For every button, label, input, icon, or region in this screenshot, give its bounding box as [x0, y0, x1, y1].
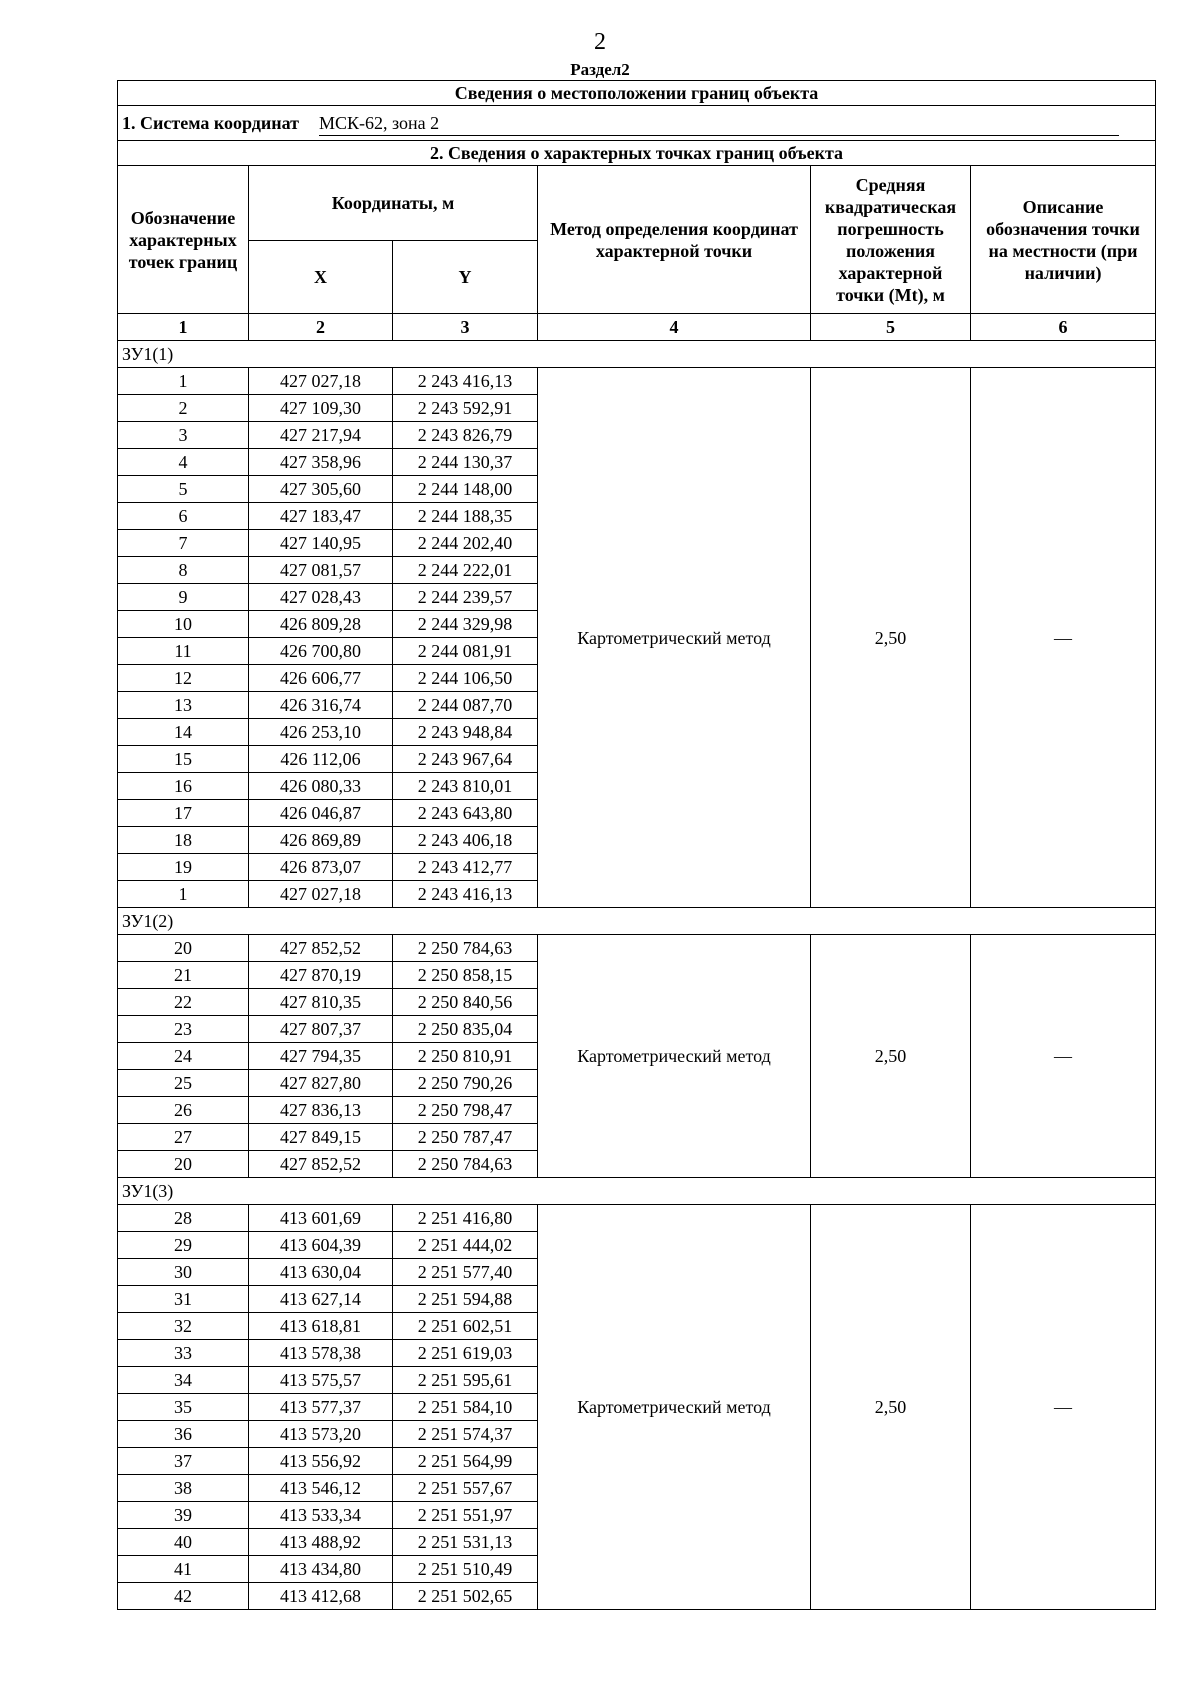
coord-y: 2 250 858,15 — [393, 962, 538, 989]
point-number: 22 — [118, 989, 249, 1016]
coord-x: 413 627,14 — [249, 1286, 393, 1313]
point-number: 10 — [118, 611, 249, 638]
table-title: Сведения о местоположении границ объекта — [118, 81, 1156, 106]
coord-x: 426 253,10 — [249, 719, 393, 746]
coord-x: 427 027,18 — [249, 368, 393, 395]
coord-x: 413 604,39 — [249, 1232, 393, 1259]
mt-cell: 2,50 — [811, 1205, 971, 1610]
coord-y: 2 244 087,70 — [393, 692, 538, 719]
coord-x: 413 488,92 — [249, 1529, 393, 1556]
coord-y: 2 244 106,50 — [393, 665, 538, 692]
coord-x: 427 852,52 — [249, 1151, 393, 1178]
coord-x: 427 081,57 — [249, 557, 393, 584]
coord-y: 2 243 826,79 — [393, 422, 538, 449]
column-numbers-row — [118, 314, 1156, 341]
coord-x: 426 809,28 — [249, 611, 393, 638]
point-number: 25 — [118, 1070, 249, 1097]
coord-y: 2 251 595,61 — [393, 1367, 538, 1394]
coord-x: 413 601,69 — [249, 1205, 393, 1232]
header-y: Y — [393, 241, 538, 314]
description-cell: — — [971, 368, 1156, 908]
column-number: 6 — [971, 314, 1156, 341]
table-row — [118, 368, 1156, 395]
coord-x: 426 046,87 — [249, 800, 393, 827]
coord-x: 413 575,57 — [249, 1367, 393, 1394]
coord-y: 2 251 564,99 — [393, 1448, 538, 1475]
group-name: ЗУ1(2) — [118, 908, 1156, 935]
coord-x: 427 852,52 — [249, 935, 393, 962]
coord-x: 413 533,34 — [249, 1502, 393, 1529]
coord-y: 2 244 188,35 — [393, 503, 538, 530]
point-number: 18 — [118, 827, 249, 854]
coord-x: 427 358,96 — [249, 449, 393, 476]
point-number: 33 — [118, 1340, 249, 1367]
coord-x: 426 700,80 — [249, 638, 393, 665]
group-row — [118, 341, 1156, 368]
method-cell: Картометрический метод — [538, 1205, 811, 1610]
coord-x: 427 827,80 — [249, 1070, 393, 1097]
mt-cell: 2,50 — [811, 935, 971, 1178]
coord-x: 427 140,95 — [249, 530, 393, 557]
coord-system-row — [118, 106, 1156, 141]
point-number: 9 — [118, 584, 249, 611]
coord-x: 427 027,18 — [249, 881, 393, 908]
group-name: ЗУ1(3) — [118, 1178, 1156, 1205]
coord-x: 413 434,80 — [249, 1556, 393, 1583]
group-row — [118, 908, 1156, 935]
coord-x: 427 305,60 — [249, 476, 393, 503]
header-method: Метод определения координат характерной точки — [538, 166, 811, 314]
point-number: 37 — [118, 1448, 249, 1475]
coord-y: 2 250 787,47 — [393, 1124, 538, 1151]
coord-y: 2 250 798,47 — [393, 1097, 538, 1124]
point-number: 13 — [118, 692, 249, 719]
coord-x: 413 412,68 — [249, 1583, 393, 1610]
coord-y: 2 251 577,40 — [393, 1259, 538, 1286]
group-row — [118, 1178, 1156, 1205]
coord-y: 2 244 130,37 — [393, 449, 538, 476]
coord-x: 427 183,47 — [249, 503, 393, 530]
point-number: 38 — [118, 1475, 249, 1502]
header-mt: Средняя квадратическая погрешность положения характерной точки (Mt), м — [811, 166, 971, 314]
coord-y: 2 243 412,77 — [393, 854, 538, 881]
table-row — [118, 1205, 1156, 1232]
point-number: 14 — [118, 719, 249, 746]
point-number: 29 — [118, 1232, 249, 1259]
point-number: 36 — [118, 1421, 249, 1448]
coord-x: 426 112,06 — [249, 746, 393, 773]
coord-x: 413 577,37 — [249, 1394, 393, 1421]
coord-x: 427 836,13 — [249, 1097, 393, 1124]
coord-y: 2 243 810,01 — [393, 773, 538, 800]
mt-cell: 2,50 — [811, 368, 971, 908]
point-number: 17 — [118, 800, 249, 827]
coord-y: 2 243 643,80 — [393, 800, 538, 827]
point-number: 42 — [118, 1583, 249, 1610]
point-number: 12 — [118, 665, 249, 692]
coord-y: 2 251 594,88 — [393, 1286, 538, 1313]
header-coordinates: Координаты, м — [249, 166, 538, 241]
coord-y: 2 244 148,00 — [393, 476, 538, 503]
point-number: 41 — [118, 1556, 249, 1583]
coord-x: 427 109,30 — [249, 395, 393, 422]
point-number: 1 — [118, 368, 249, 395]
coord-y: 2 251 531,13 — [393, 1529, 538, 1556]
coord-x: 413 578,38 — [249, 1340, 393, 1367]
coord-y: 2 244 202,40 — [393, 530, 538, 557]
point-number: 30 — [118, 1259, 249, 1286]
coord-y: 2 243 592,91 — [393, 395, 538, 422]
coord-y: 2 251 510,49 — [393, 1556, 538, 1583]
table-row — [118, 935, 1156, 962]
point-number: 20 — [118, 1151, 249, 1178]
header-description: Описание обозначения точки на местности (при наличии) — [971, 166, 1156, 314]
coord-y: 2 243 967,64 — [393, 746, 538, 773]
point-number: 1 — [118, 881, 249, 908]
coord-y: 2 250 784,63 — [393, 1151, 538, 1178]
point-number: 40 — [118, 1529, 249, 1556]
point-number: 15 — [118, 746, 249, 773]
point-number: 11 — [118, 638, 249, 665]
point-number: 31 — [118, 1286, 249, 1313]
header-x: X — [249, 241, 393, 314]
coord-y: 2 250 840,56 — [393, 989, 538, 1016]
description-cell: — — [971, 1205, 1156, 1610]
point-number: 26 — [118, 1097, 249, 1124]
point-number: 32 — [118, 1313, 249, 1340]
coord-system-label: 1. Система координат — [122, 112, 299, 133]
point-number: 6 — [118, 503, 249, 530]
coord-system-value: МСК-62, зона 2 — [319, 111, 1119, 136]
coord-y: 2 243 406,18 — [393, 827, 538, 854]
point-number: 27 — [118, 1124, 249, 1151]
coord-y: 2 250 784,63 — [393, 935, 538, 962]
coord-y: 2 243 416,13 — [393, 368, 538, 395]
column-number: 4 — [538, 314, 811, 341]
coord-y: 2 244 222,01 — [393, 557, 538, 584]
coord-x: 426 873,07 — [249, 854, 393, 881]
point-number: 5 — [118, 476, 249, 503]
coord-y: 2 251 584,10 — [393, 1394, 538, 1421]
point-number: 4 — [118, 449, 249, 476]
coord-x: 427 794,35 — [249, 1043, 393, 1070]
coord-y: 2 250 810,91 — [393, 1043, 538, 1070]
method-cell: Картометрический метод — [538, 935, 811, 1178]
point-number: 34 — [118, 1367, 249, 1394]
column-number: 1 — [118, 314, 249, 341]
point-number: 39 — [118, 1502, 249, 1529]
coord-y: 2 244 081,91 — [393, 638, 538, 665]
group-name: ЗУ1(1) — [118, 341, 1156, 368]
point-number: 23 — [118, 1016, 249, 1043]
section-title: Раздел2 — [570, 60, 630, 79]
coord-x: 426 316,74 — [249, 692, 393, 719]
coord-x: 427 849,15 — [249, 1124, 393, 1151]
boundary-points-table — [117, 80, 1156, 1610]
coord-x: 426 080,33 — [249, 773, 393, 800]
point-number: 21 — [118, 962, 249, 989]
coord-x: 427 807,37 — [249, 1016, 393, 1043]
coord-y: 2 251 502,65 — [393, 1583, 538, 1610]
coord-y: 2 244 329,98 — [393, 611, 538, 638]
coord-y: 2 243 416,13 — [393, 881, 538, 908]
point-number: 28 — [118, 1205, 249, 1232]
coord-x: 413 556,92 — [249, 1448, 393, 1475]
coord-x: 426 606,77 — [249, 665, 393, 692]
coord-y: 2 250 790,26 — [393, 1070, 538, 1097]
coord-y: 2 251 619,03 — [393, 1340, 538, 1367]
coord-x: 413 618,81 — [249, 1313, 393, 1340]
page-number: 2 — [594, 29, 606, 55]
header-point-designation: Обозначение характерных точек границ — [118, 166, 249, 314]
coord-x: 426 869,89 — [249, 827, 393, 854]
coord-y: 2 250 835,04 — [393, 1016, 538, 1043]
point-number: 3 — [118, 422, 249, 449]
column-number: 3 — [393, 314, 538, 341]
coord-y: 2 251 574,37 — [393, 1421, 538, 1448]
coord-y: 2 251 551,97 — [393, 1502, 538, 1529]
coord-x: 413 630,04 — [249, 1259, 393, 1286]
description-cell: — — [971, 935, 1156, 1178]
coord-x: 427 028,43 — [249, 584, 393, 611]
coord-x: 427 870,19 — [249, 962, 393, 989]
point-number: 2 — [118, 395, 249, 422]
point-number: 20 — [118, 935, 249, 962]
point-number: 7 — [118, 530, 249, 557]
subtitle: 2. Сведения о характерных точках границ объекта — [118, 141, 1156, 166]
coord-y: 2 251 557,67 — [393, 1475, 538, 1502]
column-number: 5 — [811, 314, 971, 341]
point-number: 19 — [118, 854, 249, 881]
coord-y: 2 251 602,51 — [393, 1313, 538, 1340]
coord-x: 427 217,94 — [249, 422, 393, 449]
coord-x: 413 546,12 — [249, 1475, 393, 1502]
coord-x: 413 573,20 — [249, 1421, 393, 1448]
coord-y: 2 243 948,84 — [393, 719, 538, 746]
coord-y: 2 251 416,80 — [393, 1205, 538, 1232]
point-number: 35 — [118, 1394, 249, 1421]
coord-y: 2 251 444,02 — [393, 1232, 538, 1259]
point-number: 16 — [118, 773, 249, 800]
method-cell: Картометрический метод — [538, 368, 811, 908]
point-number: 8 — [118, 557, 249, 584]
coord-x: 427 810,35 — [249, 989, 393, 1016]
column-number: 2 — [249, 314, 393, 341]
point-number: 24 — [118, 1043, 249, 1070]
coord-y: 2 244 239,57 — [393, 584, 538, 611]
